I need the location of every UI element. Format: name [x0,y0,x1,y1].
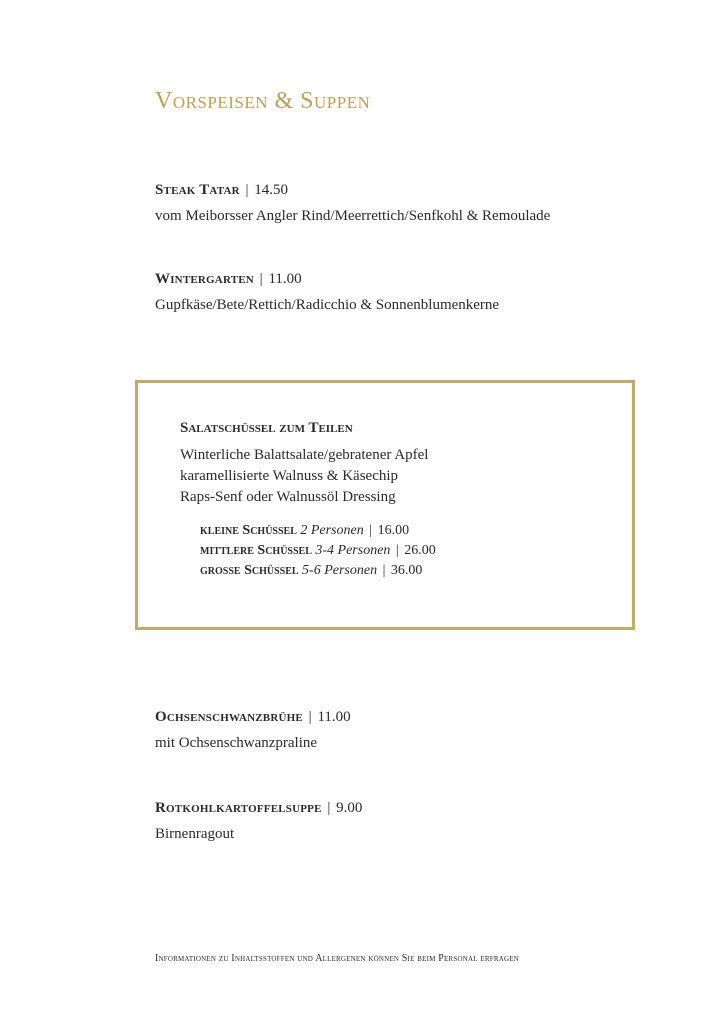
menu-item-price: 14.50 [254,182,289,198]
salad-bowl-sizes [200,521,436,581]
size-price: 26.00 [404,543,436,558]
size-persons: 2 Personen [300,523,364,538]
menu-item-header [155,182,550,199]
salad-bowl-line: Winterliche Balattsalate/gebratener Apfel [180,447,429,463]
salad-bowl-content [180,420,436,581]
salad-bowl-description [180,445,436,508]
menu-item-header [155,709,351,726]
menu-item-steak-tatar [155,182,550,225]
size-persons: 5-6 Personen [302,563,378,578]
size-price: 36.00 [390,563,423,578]
menu-item-description: mit Ochsenschwanzpraline [155,735,318,751]
price-separator: | [369,523,373,538]
price-separator: | [395,543,399,558]
salad-bowl-title: Salatschüssel zum Teilen [180,420,353,436]
menu-item-rotkohlkartoffelsuppe [155,800,362,843]
menu-item-name: Steak Tatar [155,182,240,198]
price-separator: | [245,182,249,198]
size-price: 16.00 [377,523,410,538]
menu-item-name: Rotkohlkartoffelsuppe [155,800,322,816]
menu-item-price: 9.00 [336,800,363,816]
menu-item-wintergarten [155,271,499,314]
size-row-medium [200,541,436,561]
menu-item-description: Gupfkäse/Bete/Rettich/Radicchio & Sonnenblumenkerne [155,297,500,313]
size-name: große Schüssel [200,563,299,578]
size-name: mittlere Schüssel [200,543,312,558]
size-name: kleine Schüssel [200,523,297,538]
menu-item-ochsenschwanzbruehe [155,709,351,752]
size-persons: 3-4 Personen [315,543,391,558]
menu-item-description: vom Meiborsser Angler Rind/Meerrettich/Senfkohl & Remoulade [155,208,551,224]
salad-bowl-line: Raps-Senf oder Walnussöl Dressing [180,489,396,505]
menu-item-name: Ochsenschwanzbrühe [155,709,303,725]
menu-item-price: 11.00 [317,709,351,725]
section-title: Vorspeisen & Suppen [155,88,371,114]
menu-item-header [155,271,499,288]
menu-item-description: Birnenragout [155,826,235,842]
allergen-footer-note: Informationen zu Inhaltsstoffen und Allergenen können Sie beim Personal erfragen [155,953,519,964]
menu-item-price: 11.00 [268,271,302,287]
salad-bowl-line: karamellisierte Walnuss & Käsechip [180,468,399,484]
price-separator: | [308,709,312,725]
menu-item-name: Wintergarten [155,271,254,287]
price-separator: | [259,271,263,287]
size-row-large [200,561,436,581]
menu-item-header [155,800,362,817]
price-separator: | [327,800,331,816]
salad-bowl-box [135,380,635,630]
price-separator: | [382,563,386,578]
size-row-small [200,521,436,541]
